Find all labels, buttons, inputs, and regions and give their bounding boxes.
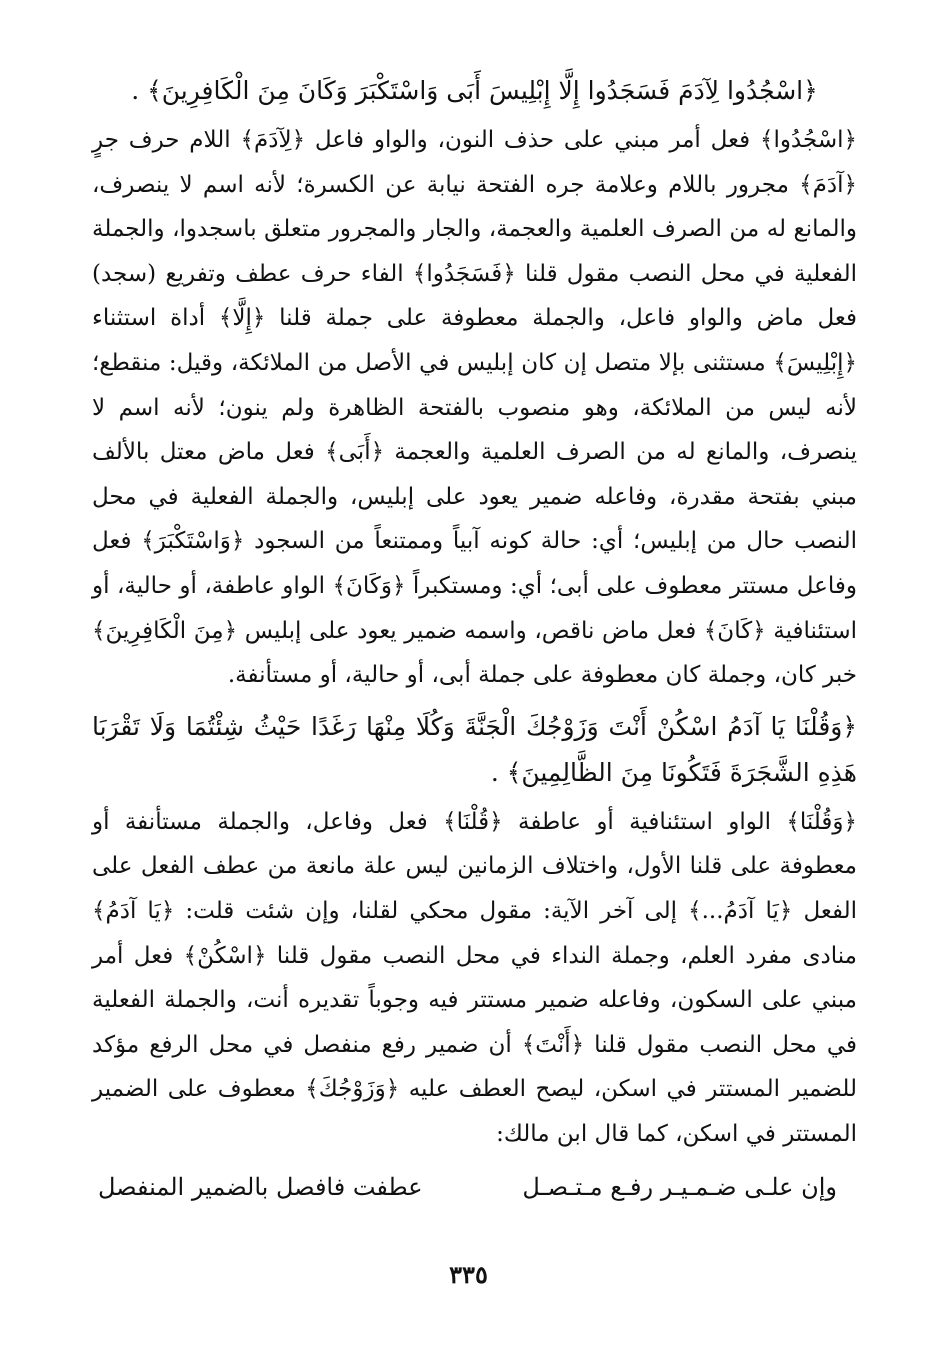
grammar-paragraph: ﴿وَقُلْنَا﴾ الواو استئنافية أو عاطفة ﴿قُلْنَا﴾ فعل وفاعل، والجملة مستأنفة أو معطوفة على قلنا الأول، واختلاف الزمانين ليس علة مانعة من عطف الفعل على الفعل ﴿يَا آدَمُ...﴾ إلى آخر الآية: مقول محكي لقلنا، وإن شئت قلت: ﴿يَا آدَمُ﴾ منادى مفرد العلم، وجملة النداء في محل النصب مقول قلنا ﴿اسْكُنْ﴾ فعل أمر مبني على السكون، وفاعله ضمير مستتر فيه وجوباً تقديره أنت، والجملة الفعلية في محل النصب مقول قلنا ﴿أَنْتَ﴾ أن ضمير رفع منفصل في محل الرفع مؤكد للضمير المستتر في اسكن، ليصح العطف عليه ﴿وَزَوْجُكَ﴾ معطوف على الضمير المستتر في اسكن، كما قال ابن مالك:: [92, 808, 857, 1147]
grammar-paragraph: ﴿اسْجُدُوا﴾ فعل أمر مبني على حذف النون، والواو فاعل ﴿لِآدَمَ﴾ اللام حرف جرٍ ﴿آدَمَ﴾ مجرور باللام وعلامة جره الفتحة نيابة عن الكسرة؛ لأنه اسم لا ينصرف، والمانع له من الصرف العلمية والعجمة، والجار والمجرور متعلق باسجدوا، والجملة الفعلية في محل النصب مقول قلنا ﴿فَسَجَدُوا﴾ الفاء حرف عطف وتفريع (سجد) فعل ماض والواو فاعل، والجملة معطوفة على جملة قلنا ﴿إِلَّا﴾ أداة استثناء ﴿إِبْلِيسَ﴾ مستثنى بإلا متصل إن كان إبليس في الأصل من الملائكة، وقيل: منقطع؛ لأنه ليس من الملائكة، وهو منصوب بالفتحة الظاهرة ولم ينون؛ لأنه اسم لا ينصرف، والمانع له من الصرف العلمية والعجمة ﴿أَبَى﴾ فعل ماض معتل بالألف مبني بفتحة مقدرة، وفاعله ضمير يعود على إبليس، والجملة الفعلية في محل النصب حال من إبليس؛ أي: حالة كونه آبياً وممتنعاً من السجود ﴿وَاسْتَكْبَرَ﴾ فعل وفاعل مستتر معطوف على أبى؛ أي: ومستكبراً ﴿وَكَانَ﴾ الواو عاطفة، أو حالية، أو استئنافية ﴿كَانَ﴾ فعل ماض ناقص، واسمه ضمير يعود على إبليس ﴿مِنَ الْكَافِرِينَ﴾ خبر كان، وجملة كان معطوفة على جملة أبى، أو حالية، أو مستأنفة.: [92, 127, 857, 689]
poem-second-hemistich: عطفت فافصل بالضمير المنفصل: [98, 1173, 423, 1202]
page-number: ٣٣٥: [449, 1260, 488, 1289]
poem-first-hemistich: وإن علـى ضـمـيـر رفـع مـتـصـل: [522, 1173, 837, 1202]
poem-verse: [92, 1164, 857, 1210]
quran-verse: ﴿اسْجُدُوا لِآدَمَ فَسَجَدُوا إِلَّا إِبْلِيسَ أَبَى وَاسْتَكْبَرَ وَكَانَ مِنَ الْكَافِرِينَ﴾ .: [131, 76, 818, 105]
quran-verse: ﴿وَقُلْنَا يَا آدَمُ اسْكُنْ أَنْتَ وَزَوْجُكَ الْجَنَّةَ وَكُلَا مِنْهَا رَغَدًا حَيْثُ شِئْتُمَا وَلَا تَقْرَبَا هَذِهِ الشَّجَرَةَ فَتَكُونَا مِنَ الظَّالِمِينَ﴾ .: [92, 711, 857, 787]
